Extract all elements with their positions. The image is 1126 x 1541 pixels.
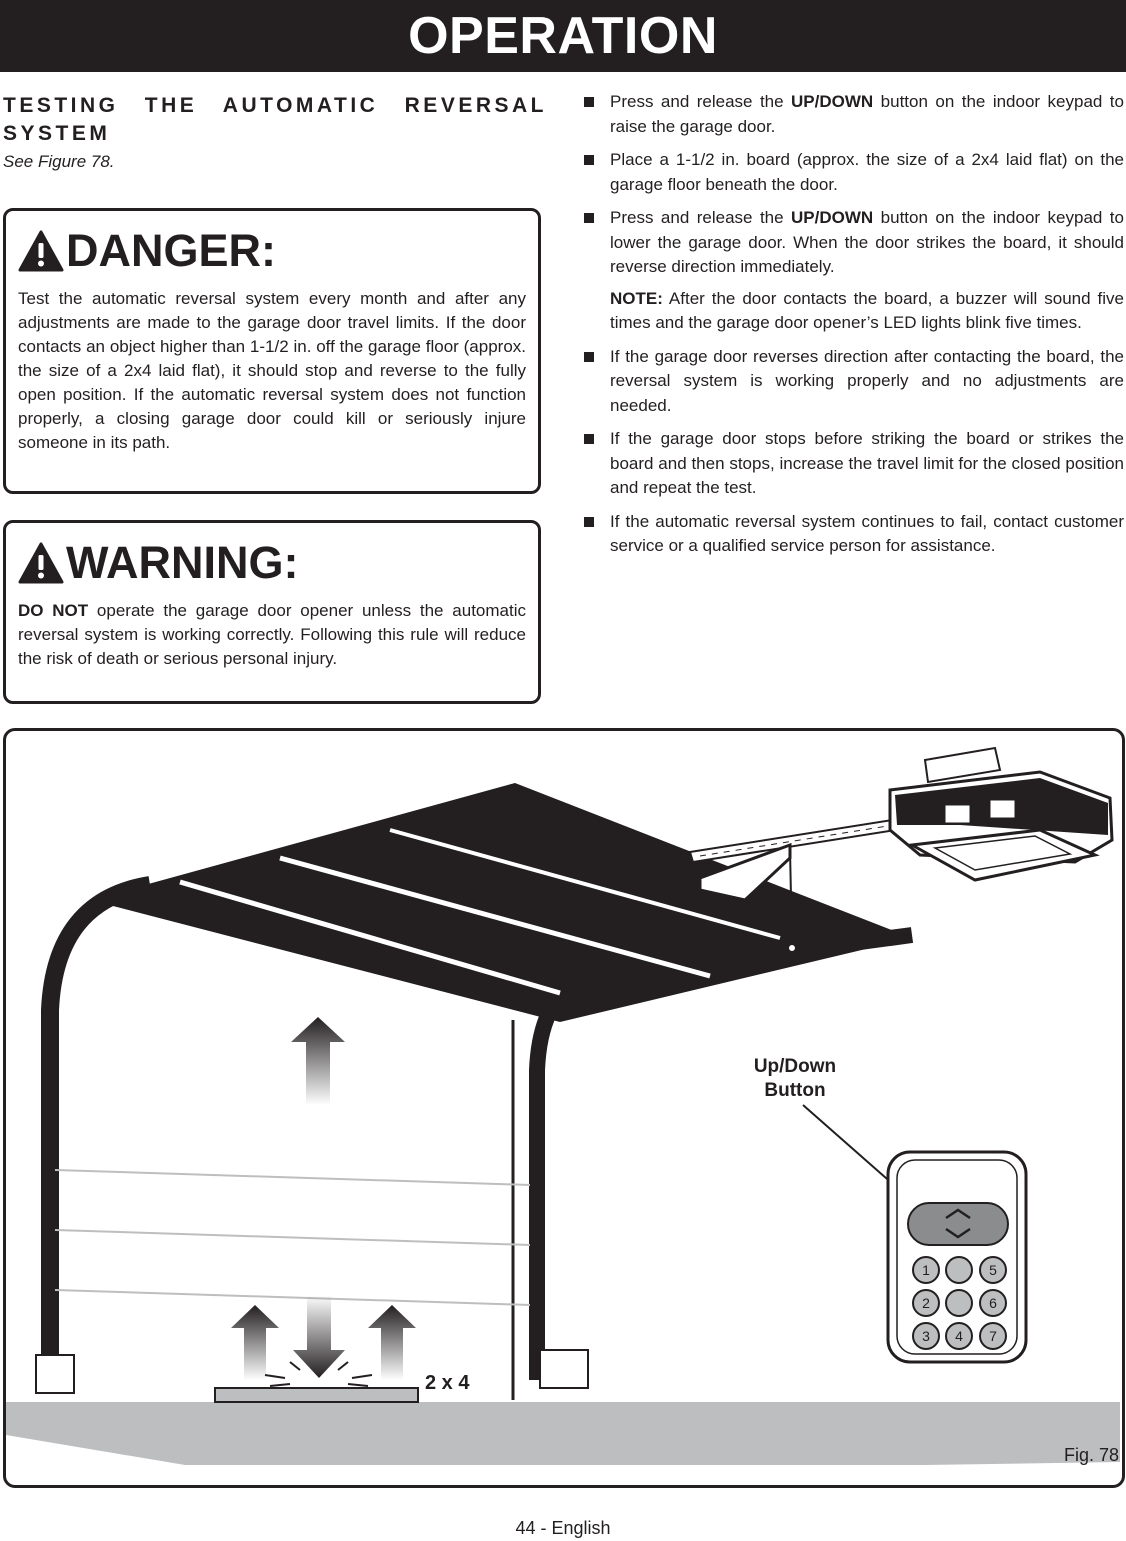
list-item: If the garage door reverses direction after contacting the board, the reversal system is working properly and no adjustments are needed. (582, 345, 1124, 419)
danger-text: Test the automatic reversal system every month and after any adjustments are made to the garage door travel limits. If the door contacts an object higher than 1-1/2 in. off the garage floor (approx. the size of a 2x4 laid flat), it should stop and reverse to the fully open position. If the automatic reversal system does not function properly, a closing garage door could kill or seriously injure someone in its path. (18, 289, 526, 452)
keypad-key-4: 4 (945, 1322, 973, 1350)
page-title: OPERATION (408, 7, 718, 65)
board-label: 2 x 4 (425, 1372, 470, 1394)
keypad-key-2: 2 (912, 1289, 940, 1317)
keypad-key-6: 6 (979, 1289, 1007, 1317)
keypad-key-7: 7 (979, 1322, 1007, 1350)
section-title: TESTING THE AUTOMATIC REVERSAL SYSTEM (3, 94, 547, 145)
danger-word: DANGER: (66, 225, 276, 276)
list-item: If the automatic reversal system continues to fail, contact customer service or a qualified service person for assistance. (582, 510, 1124, 559)
light-key-icon (945, 1256, 973, 1284)
note-label: NOTE: (610, 288, 663, 308)
garage-door-panel (90, 783, 912, 1022)
left-door-track (50, 885, 150, 1380)
up-arrow-icon (291, 1017, 345, 1105)
down-arrow-icon (293, 1295, 345, 1378)
up-down-button-callout: Up/Down Button (753, 1056, 837, 1101)
figure-reference: See Figure 78. (3, 152, 115, 171)
list-item: Press and release the UP/DOWN button on the indoor keypad to lower the garage door. When the door strikes the board, it should reverse direction immediately. (582, 206, 1124, 280)
lock-key-icon (945, 1289, 973, 1317)
note-text: After the door contacts the board, a buzzer will sound five times and the garage door opener’s LED lights blink five times. (610, 288, 1124, 332)
keypad-key-1: 1 (912, 1256, 940, 1284)
warning-word: WARNING: (66, 537, 299, 588)
warning-body: operate the garage door opener unless the automatic reversal system is working correctly. Following this rule will reduce the risk of death or serious personal injury. (18, 601, 526, 668)
list-item: Press and release the UP/DOWN button on the indoor keypad to raise the garage door. (582, 90, 1124, 139)
board-2x4 (215, 1388, 418, 1402)
page-number: 44 - English (515, 1518, 611, 1538)
garage-floor (6, 1402, 1120, 1465)
keypad-key-3: 3 (912, 1322, 940, 1350)
figure-label: Fig. 78 (1064, 1445, 1120, 1465)
right-safety-sensor (540, 1350, 588, 1388)
list-item: Place a 1-1/2 in. board (approx. the size of a 2x4 laid flat) on the garage floor beneath the door. (582, 148, 1124, 197)
up-arrow-icon (231, 1305, 279, 1380)
up-arrow-icon (368, 1305, 416, 1380)
keypad-key-5: 5 (979, 1256, 1007, 1284)
list-item: If the garage door stops before striking the board or strikes the board and then stops, increase the travel limit for the closed position and repeat the test. (582, 427, 1124, 501)
warning-bold-lead: DO NOT (18, 601, 89, 620)
left-safety-sensor (36, 1355, 74, 1393)
